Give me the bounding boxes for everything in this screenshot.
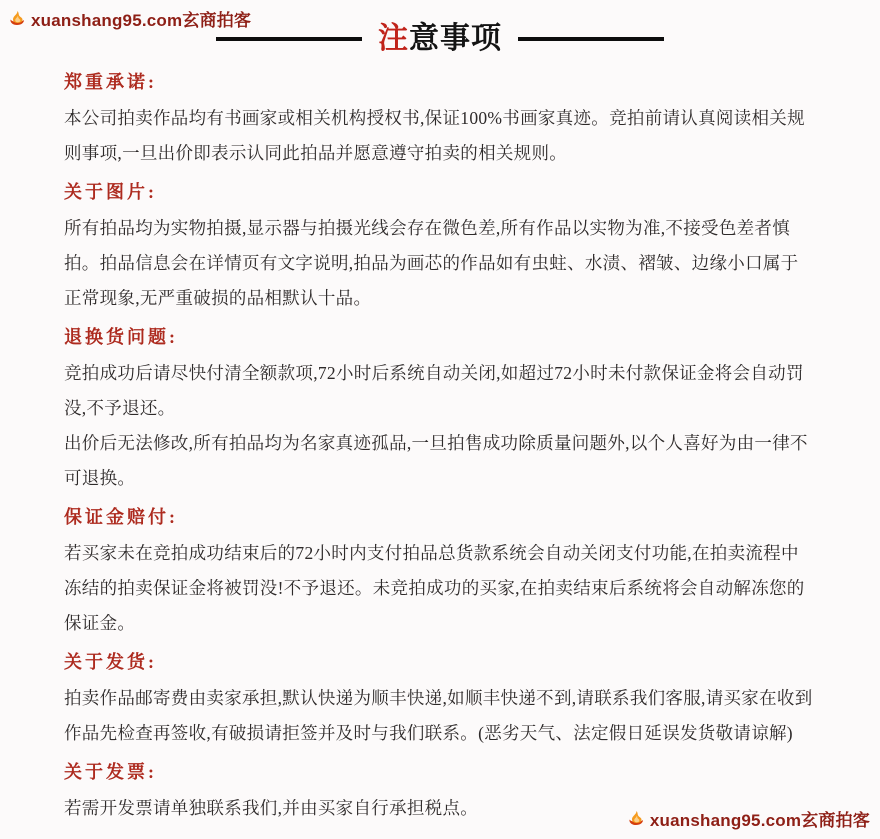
section-shipping	[64, 649, 816, 751]
page-title-highlight: 注	[378, 22, 409, 55]
title-rule-right	[518, 37, 664, 41]
section-heading: 郑重承诺:	[64, 72, 157, 92]
title-rule-left	[216, 37, 362, 41]
section-paragraph: 若需开发票请单独联系我们,并由买家自行承担税点。	[64, 798, 479, 818]
section-heading: 关于发货:	[64, 652, 157, 672]
section-solemn-promise	[64, 69, 816, 171]
footer-brand	[627, 806, 870, 831]
section-returns	[64, 324, 816, 496]
section-paragraph: 本公司拍卖作品均有书画家或相关机构授权书,保证100%书画家真迹。竞拍前请认真阅读相关规则事项,一旦出价即表示认同此拍品并愿意遵守拍卖的相关规则。	[64, 108, 805, 163]
section-paragraph: 若买家未在竞拍成功结束后的72小时内支付拍品总货款系统会自动关闭支付功能,在拍卖流程中冻结的拍卖保证金将被罚没!不予退还。未竞拍成功的买家,在拍卖结束后系统将会自动解冻您的保证金。	[64, 543, 805, 633]
section-paragraph: 拍卖作品邮寄费由卖家承担,默认快递为顺丰快递,如顺丰快递不到,请联系我们客服,请买家在收到作品先检查再签收,有破损请拒签并及时与我们联系。(恶劣天气、法定假日延误发货敬请谅解)	[64, 688, 813, 743]
flame-logo-icon	[8, 10, 26, 27]
section-deposit-compensation	[64, 504, 816, 641]
flame-logo-icon	[627, 810, 645, 827]
section-paragraph: 所有拍品均为实物拍摄,显示器与拍摄光线会存在微色差,所有作品以实物为准,不接受色差者慎拍。拍品信息会在详情页有文字说明,拍品为画芯的作品如有虫蛀、水渍、褶皱、边缘小口属于正常现象,无严重破损的品相默认十品。	[64, 218, 799, 308]
section-about-images	[64, 179, 816, 316]
header-brand	[8, 6, 251, 31]
page-title	[378, 22, 502, 55]
notice-content	[0, 55, 880, 826]
page-title-rest: 意事项	[409, 22, 502, 55]
section-heading: 保证金赔付:	[64, 507, 178, 527]
section-heading: 关于发票:	[64, 762, 157, 782]
brand-text: xuanshang95.com玄商拍客	[31, 11, 252, 30]
section-heading: 关于图片:	[64, 182, 157, 202]
section-paragraph: 出价后无法修改,所有拍品均为名家真迹孤品,一旦拍售成功除质量问题外,以个人喜好为由一律不可退换。	[64, 433, 808, 488]
brand-text: xuanshang95.com玄商拍客	[649, 811, 870, 830]
section-paragraph: 竞拍成功后请尽快付清全额款项,72小时后系统自动关闭,如超过72小时未付款保证金将会自动罚没,不予退还。	[64, 363, 804, 418]
section-heading: 退换货问题:	[64, 327, 178, 347]
